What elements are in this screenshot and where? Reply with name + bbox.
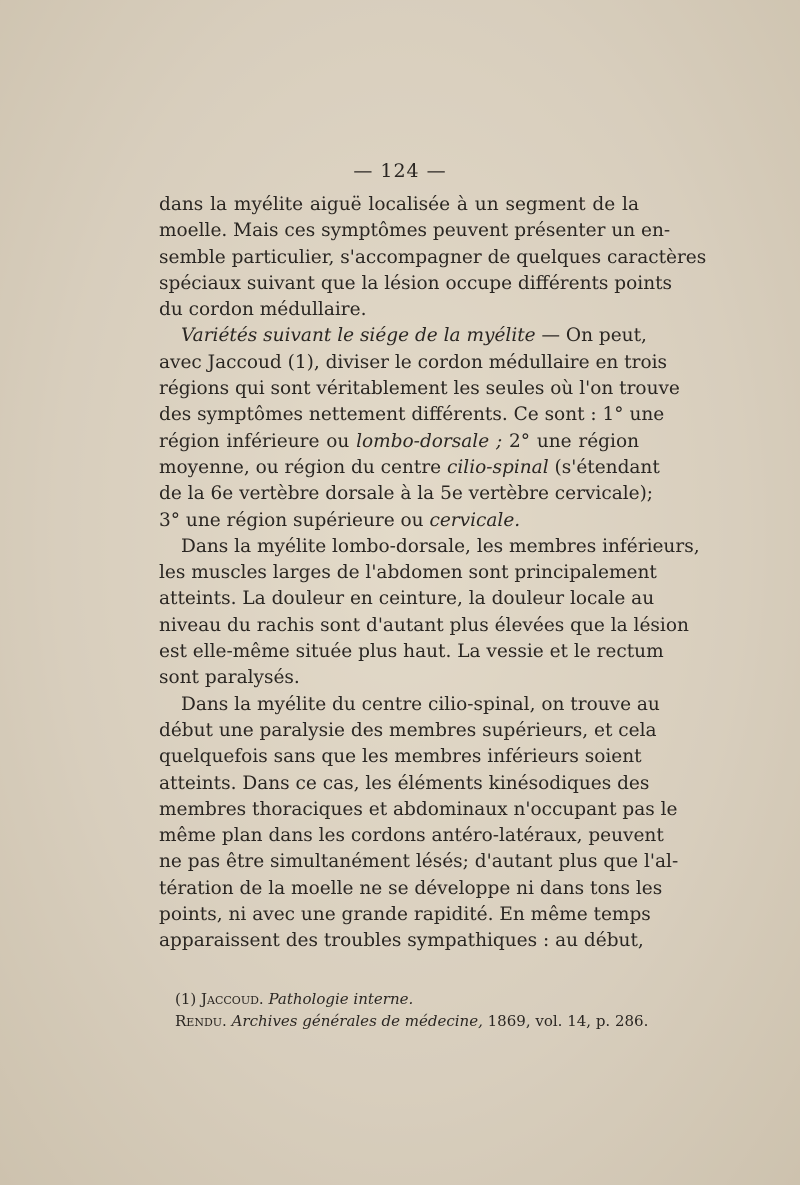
page-number: — 124 — xyxy=(353,160,447,182)
text-line: du cordon médullaire. xyxy=(159,299,367,321)
footnote-author: Jaccoud. xyxy=(201,990,264,1008)
text-line: même plan dans les cordons antéro-latéraux, peuvent xyxy=(159,825,664,847)
text-line: de la 6e vertèbre dorsale à la 5e vertèbre cervicale); xyxy=(159,483,654,505)
text-line: quelquefois sans que les membres inférieurs soient xyxy=(159,746,642,768)
footnote-title: Pathologie interne. xyxy=(263,990,414,1008)
text-fragment: 3° une région supérieure ou xyxy=(159,509,430,531)
text-fragment: — On peut, xyxy=(535,325,647,347)
text-line: les muscles larges de l'abdomen sont principalement xyxy=(159,562,657,584)
italic-term: cilio-spinal xyxy=(447,456,549,478)
text-line: semble particulier, s'accompagner de quelques caractères xyxy=(159,246,707,268)
body-text xyxy=(159,192,707,955)
text-line: des symptômes nettement différents. Ce sont : 1° une xyxy=(159,404,665,426)
footnote xyxy=(175,1010,649,1032)
text-line xyxy=(159,508,639,534)
text-line: moelle. Mais ces symptômes peuvent présenter un en- xyxy=(159,220,671,242)
footnote-marker: (1) xyxy=(175,990,202,1008)
text-line: avec Jaccoud (1), diviser le cordon médullaire en trois xyxy=(159,351,668,373)
text-line: tération de la moelle ne se développe ni dans tons les xyxy=(159,877,663,899)
text-line: dans la myélite aiguë localisée à un segment de la xyxy=(159,194,639,215)
footnote-title: Archives générales de médecine, xyxy=(226,1012,483,1030)
footnote xyxy=(175,988,635,1010)
text-fragment: moyenne, ou région du centre xyxy=(159,456,448,478)
italic-term: lombo-dorsale ; xyxy=(356,430,503,452)
text-line: membres thoraciques et abdominaux n'occupant pas le xyxy=(159,798,678,820)
footnote-author: Rendu. xyxy=(175,1012,227,1030)
text-line: sont paralysés. xyxy=(159,667,300,689)
text-line: atteints. La douleur en ceinture, la douleur locale au xyxy=(159,588,655,610)
text-line: régions qui sont véritablement les seules où l'on trouve xyxy=(159,378,680,400)
text-line: apparaissent des troubles sympathiques : au début, xyxy=(159,930,644,952)
text-fragment: 2° une région xyxy=(502,430,639,452)
text-line: est elle-même située plus haut. La vessie et le rectum xyxy=(159,641,664,663)
section-heading: Variétés suivant le siége de la myélite xyxy=(181,325,536,347)
footnote-ref: 1869, vol. 14, p. 286. xyxy=(482,1012,649,1030)
text-line xyxy=(159,455,660,481)
text-line: points, ni avec une grande rapidité. En même temps xyxy=(159,904,651,926)
footnotes xyxy=(175,988,649,1032)
text-line: atteints. Dans ce cas, les éléments kinésodiques des xyxy=(159,772,650,794)
text-line: Dans la myélite du centre cilio-spinal, on trouve au xyxy=(181,693,660,715)
text-line: Dans la myélite lombo-dorsale, les membres inférieurs, xyxy=(181,535,700,557)
italic-term: cervicale. xyxy=(429,509,521,531)
text-line: début une paralysie des membres supérieurs, et cela xyxy=(159,719,657,741)
text-line: niveau du rachis sont d'autant plus élevées que la lésion xyxy=(159,614,689,636)
text-line: spéciaux suivant que la lésion occupe différents points xyxy=(159,272,673,294)
text-line xyxy=(159,323,647,349)
text-fragment: région inférieure ou xyxy=(159,430,357,452)
text-line xyxy=(159,429,639,455)
text-fragment: (s'étendant xyxy=(548,456,660,478)
text-line: ne pas être simultanément lésés; d'autant plus que l'al- xyxy=(159,851,679,873)
